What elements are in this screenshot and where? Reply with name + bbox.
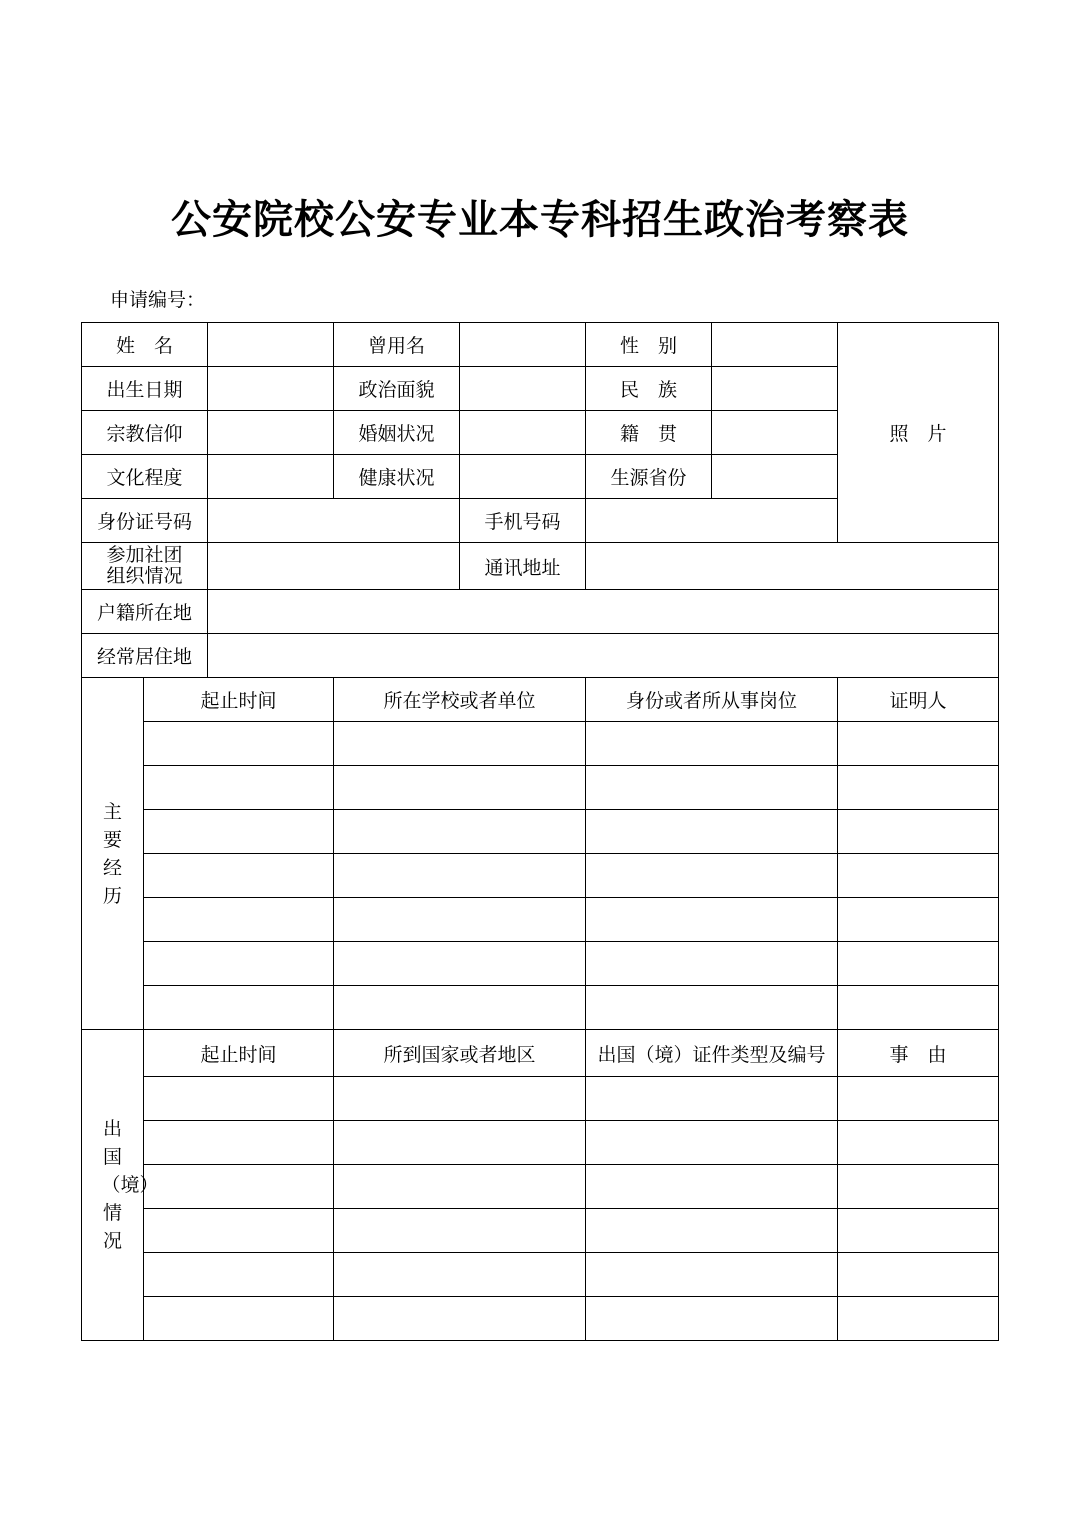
abroad-cell[interactable] — [334, 1209, 586, 1253]
organization-field[interactable] — [208, 543, 460, 590]
abroad-cell[interactable] — [334, 1121, 586, 1165]
experience-cell[interactable] — [586, 766, 838, 810]
residence-label: 经常居住地 — [82, 634, 208, 678]
abroad-cell[interactable] — [586, 1121, 838, 1165]
experience-header-witness: 证明人 — [838, 678, 999, 722]
abroad-cell[interactable] — [144, 1121, 334, 1165]
marital-status-field[interactable] — [460, 411, 586, 455]
abroad-row — [82, 1209, 999, 1253]
experience-header-position: 身份或者所从事岗位 — [586, 678, 838, 722]
religion-field[interactable] — [208, 411, 334, 455]
experience-header-period: 起止时间 — [144, 678, 334, 722]
id-number-label: 身份证号码 — [82, 499, 208, 543]
marital-status-label: 婚姻状况 — [334, 411, 460, 455]
experience-cell[interactable] — [334, 810, 586, 854]
name-label: 姓 名 — [82, 323, 208, 367]
abroad-cell[interactable] — [144, 1297, 334, 1341]
form-title: 公安院校公安专业本专科招生政治考察表 — [171, 196, 909, 243]
abroad-header-reason: 事 由 — [838, 1030, 999, 1077]
id-number-field[interactable] — [208, 499, 460, 543]
experience-cell[interactable] — [586, 722, 838, 766]
experience-section-text: 主要经历 — [102, 800, 122, 907]
experience-cell[interactable] — [334, 942, 586, 986]
education-field[interactable] — [208, 455, 334, 499]
birth-date-label: 出生日期 — [82, 367, 208, 411]
abroad-cell[interactable] — [144, 1077, 334, 1121]
abroad-header-destination: 所到国家或者地区 — [334, 1030, 586, 1077]
experience-cell[interactable] — [586, 942, 838, 986]
abroad-cell[interactable] — [586, 1209, 838, 1253]
organization-label-line2: 组织情况 — [106, 565, 183, 587]
experience-cell[interactable] — [144, 766, 334, 810]
abroad-cell[interactable] — [586, 1077, 838, 1121]
abroad-cell[interactable] — [838, 1077, 999, 1121]
experience-row — [82, 722, 999, 766]
experience-cell[interactable] — [334, 722, 586, 766]
political-review-form — [81, 322, 999, 1341]
abroad-cell[interactable] — [334, 1253, 586, 1297]
household-location-label: 户籍所在地 — [82, 590, 208, 634]
experience-cell[interactable] — [144, 810, 334, 854]
abroad-cell[interactable] — [144, 1165, 334, 1209]
experience-cell[interactable] — [144, 854, 334, 898]
health-field[interactable] — [460, 455, 586, 499]
address-label: 通讯地址 — [460, 543, 586, 590]
experience-cell[interactable] — [144, 722, 334, 766]
abroad-row — [82, 1121, 999, 1165]
phone-field[interactable] — [586, 499, 838, 543]
organization-label — [82, 543, 208, 590]
abroad-cell[interactable] — [586, 1165, 838, 1209]
abroad-cell[interactable] — [838, 1297, 999, 1341]
experience-cell[interactable] — [838, 898, 999, 942]
experience-cell[interactable] — [838, 854, 999, 898]
abroad-cell[interactable] — [144, 1209, 334, 1253]
ethnicity-label: 民 族 — [586, 367, 712, 411]
abroad-cell[interactable] — [586, 1253, 838, 1297]
experience-row — [82, 942, 999, 986]
birth-date-field[interactable] — [208, 367, 334, 411]
application-number-label: 申请编号： — [110, 289, 206, 311]
organization-label-line1: 参加社团 — [106, 544, 183, 566]
abroad-header-document: 出国（境）证件类型及编号 — [586, 1030, 838, 1077]
experience-cell[interactable] — [334, 898, 586, 942]
experience-cell[interactable] — [334, 766, 586, 810]
ethnicity-field[interactable] — [712, 367, 838, 411]
abroad-cell[interactable] — [838, 1209, 999, 1253]
experience-cell[interactable] — [586, 986, 838, 1030]
experience-row — [82, 986, 999, 1030]
health-label: 健康状况 — [334, 455, 460, 499]
experience-cell[interactable] — [586, 898, 838, 942]
experience-cell[interactable] — [838, 766, 999, 810]
abroad-cell[interactable] — [586, 1297, 838, 1341]
phone-label: 手机号码 — [460, 499, 586, 543]
experience-cell[interactable] — [144, 898, 334, 942]
gender-label: 性 别 — [586, 323, 712, 367]
experience-row — [82, 766, 999, 810]
abroad-row — [82, 1297, 999, 1341]
gender-field[interactable] — [712, 323, 838, 367]
religion-label: 宗教信仰 — [82, 411, 208, 455]
former-name-label: 曾用名 — [334, 323, 460, 367]
abroad-cell[interactable] — [334, 1297, 586, 1341]
experience-cell[interactable] — [144, 986, 334, 1030]
abroad-cell[interactable] — [838, 1253, 999, 1297]
abroad-cell[interactable] — [334, 1165, 586, 1209]
abroad-cell[interactable] — [334, 1077, 586, 1121]
abroad-header-period: 起止时间 — [144, 1030, 334, 1077]
photo-box[interactable]: 照 片 — [838, 323, 999, 543]
experience-cell[interactable] — [838, 986, 999, 1030]
experience-cell[interactable] — [334, 854, 586, 898]
education-label: 文化程度 — [82, 455, 208, 499]
experience-section-label — [82, 678, 144, 1030]
abroad-cell[interactable] — [838, 1121, 999, 1165]
source-province-field[interactable] — [712, 455, 838, 499]
experience-header-school: 所在学校或者单位 — [334, 678, 586, 722]
political-status-label: 政治面貌 — [334, 367, 460, 411]
experience-cell[interactable] — [838, 810, 999, 854]
experience-cell[interactable] — [838, 722, 999, 766]
experience-cell[interactable] — [586, 854, 838, 898]
native-place-field[interactable] — [712, 411, 838, 455]
political-status-field[interactable] — [460, 367, 586, 411]
residence-field[interactable] — [208, 634, 999, 678]
experience-row — [82, 898, 999, 942]
experience-cell[interactable] — [838, 942, 999, 986]
household-location-field[interactable] — [208, 590, 999, 634]
abroad-row — [82, 1165, 999, 1209]
abroad-row — [82, 1077, 999, 1121]
native-place-label: 籍 贯 — [586, 411, 712, 455]
abroad-cell[interactable] — [144, 1253, 334, 1297]
source-province-label: 生源省份 — [586, 455, 712, 499]
name-field[interactable] — [208, 323, 334, 367]
former-name-field[interactable] — [460, 323, 586, 367]
abroad-row — [82, 1253, 999, 1297]
abroad-section-label — [82, 1030, 159, 1341]
address-field[interactable] — [586, 543, 999, 590]
abroad-section-text: 出国（境）情况 — [101, 1118, 159, 1252]
experience-cell[interactable] — [334, 986, 586, 1030]
experience-cell[interactable] — [586, 810, 838, 854]
abroad-cell[interactable] — [838, 1165, 999, 1209]
experience-row — [82, 854, 999, 898]
experience-cell[interactable] — [144, 942, 334, 986]
experience-row — [82, 810, 999, 854]
